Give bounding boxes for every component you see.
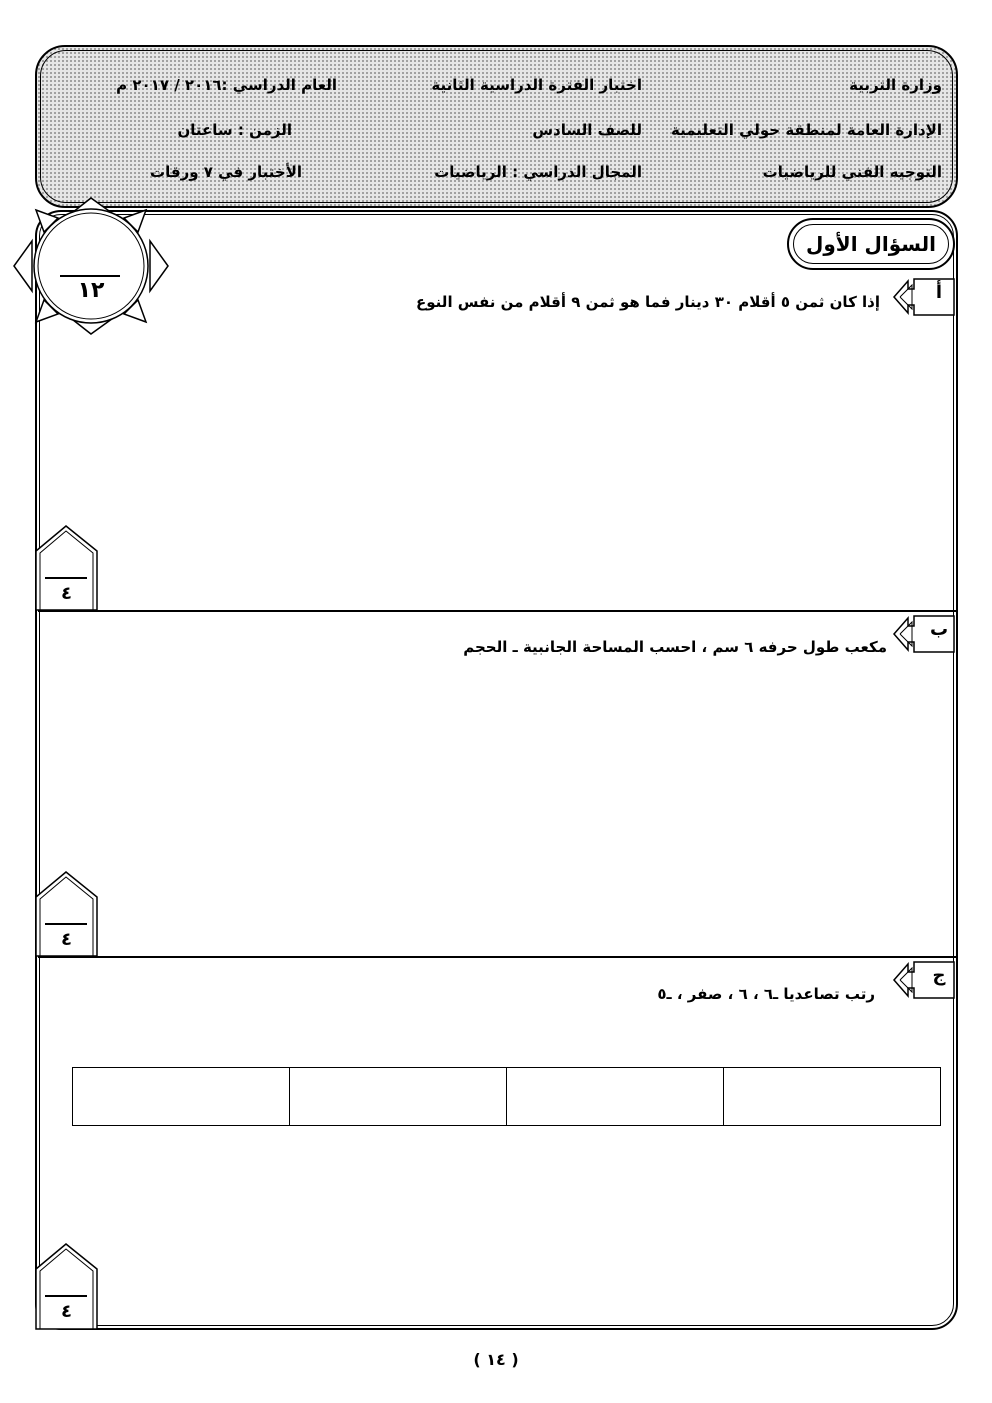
part-a-score: ٤ [61, 583, 72, 604]
total-score: ١٢ [77, 278, 105, 303]
header-row-2 [41, 121, 952, 149]
question-title-box [787, 218, 955, 270]
star-badge-shape [12, 196, 170, 336]
part-c-tag [890, 958, 960, 1002]
question-frame-inner-border [39, 214, 954, 1326]
header-row-3 [41, 163, 952, 191]
exam-title: اختبار الفترة الدراسية الثانية [431, 76, 642, 94]
answer-cell[interactable] [724, 1068, 941, 1126]
ordering-answer-table [72, 1067, 941, 1126]
part-b-score-box [35, 871, 98, 957]
header-row-1 [41, 76, 952, 104]
page-number: ( ١٤ ) [473, 1350, 519, 1369]
exam-header [35, 45, 958, 208]
part-a-label: أ [935, 282, 943, 303]
answer-cell[interactable] [507, 1068, 724, 1126]
question-title: السؤال الأول [793, 224, 949, 264]
duration: الزمن : ساعتان [177, 121, 292, 139]
subject: المجال الدراسي : الرياضيات [434, 163, 642, 181]
directorate: الإدارة العامة لمنطقة حولي التعليمية [670, 121, 942, 139]
ministry: وزارة التربية [849, 76, 942, 94]
part-b-label: ب [929, 619, 949, 640]
supervision: التوجيه الفني للرياضيات [762, 163, 942, 181]
section-divider [38, 610, 956, 612]
part-a-score-box [35, 525, 98, 611]
page-count: الأختبار في ٧ ورقات [150, 163, 302, 181]
grade: للصف السادس [532, 121, 642, 139]
academic-year: العام الدراسي :٢٠١٦ / ٢٠١٧ م [116, 76, 337, 94]
part-a-text: إذا كان ثمن ٥ أقلام ٣٠ دينار فما هو ثمن ٩ أقلام من نفس النوع [416, 293, 880, 311]
part-b-text: مكعب طول حرفه ٦ سم ، احسب المساحة الجانبية ـ الحجم [463, 638, 887, 656]
part-b-tag [890, 612, 960, 656]
question-frame [35, 210, 958, 1330]
total-score-badge [12, 196, 170, 336]
answer-cell[interactable] [290, 1068, 507, 1126]
part-c-text: رتب تصاعديا ـ٦ ، ٦ ، صفر ، ـ٥ [657, 985, 875, 1003]
exam-header-inner-border [40, 50, 953, 203]
section-divider [38, 956, 956, 958]
part-c-label: ج [932, 965, 946, 986]
part-b-score: ٤ [61, 929, 72, 950]
part-a-tag [890, 275, 960, 319]
part-c-score: ٤ [61, 1301, 72, 1322]
part-c-score-box [35, 1243, 98, 1330]
answer-row [73, 1068, 941, 1126]
answer-cell[interactable] [73, 1068, 290, 1126]
